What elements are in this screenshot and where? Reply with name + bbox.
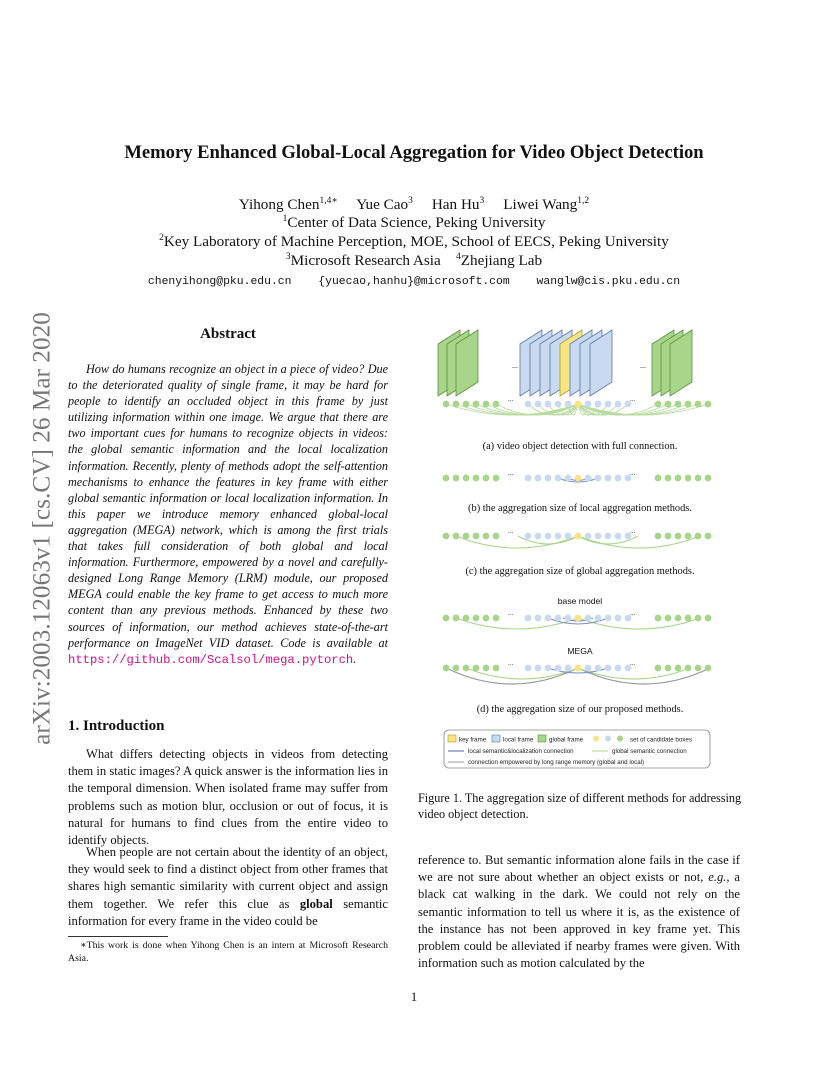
candidate-dot bbox=[685, 401, 692, 408]
candidate-dot bbox=[695, 615, 702, 622]
candidate-dot bbox=[443, 615, 450, 622]
candidate-dot bbox=[675, 665, 682, 672]
candidate-dot bbox=[453, 533, 460, 540]
candidate-dot bbox=[705, 401, 712, 408]
ellipsis: ... bbox=[508, 469, 514, 477]
candidate-dot bbox=[545, 615, 552, 622]
candidate-dot bbox=[493, 475, 500, 482]
candidate-dot bbox=[453, 401, 460, 408]
legend-dot bbox=[617, 736, 623, 742]
candidate-dot bbox=[535, 401, 542, 408]
mega-label: MEGA bbox=[567, 646, 593, 656]
candidate-dot bbox=[655, 665, 662, 672]
candidate-dot bbox=[473, 615, 480, 622]
code-link[interactable]: https://github.com/Scalsol/mega.pytorch bbox=[68, 652, 354, 667]
candidate-dot bbox=[675, 475, 682, 482]
candidate-dot bbox=[665, 475, 672, 482]
author-list: Yihong Chen$^{1,4∗}$ Yue Cao$^3$ Han Hu$^3$ Liwei Wang$^{1,2}$ bbox=[238, 196, 590, 213]
abstract-text: How do humans recognize an object in a piece of video? Due to the deteriorated quality of single frame, it may be hard for people to identify an occluded object in this frame by just utilizing information within one image. We argue that there are two important cues for humans to recognize objects in videos: the global semantic information and the local localization information. Recently, plenty of methods adopt the self-attention mechanisms to enhance the features in key frame with either global semantic information or local localization information. In this paper we introduce memory enhanced global-local aggregation (MEGA) network, which is among the first trials that takes full consideration of both global and local information. Furthermore, empowered by a novel and carefully-designed Long Range Memory (LRM) module, our proposed MEGA could enable the key frame to get access to much more content than any previous methods. Enhanced by these two sources of information, our method achieves state-of-the-art performance on ImageNet VID dataset. Code is available at https://github.com/Scalsol/mega.pytorch. bbox=[68, 362, 388, 667]
candidate-dot bbox=[655, 475, 662, 482]
candidate-dot bbox=[483, 475, 490, 482]
candidate-dot bbox=[665, 665, 672, 672]
candidate-dot bbox=[535, 615, 542, 622]
candidate-dot bbox=[655, 401, 662, 408]
candidate-dot bbox=[443, 475, 450, 482]
footnote: ∗This work is done when Yihong Chen is an intern at Microsoft Research Asia. bbox=[68, 940, 388, 964]
candidate-dot bbox=[453, 475, 460, 482]
paper-title: Memory Enhanced Global-Local Aggregation for Video Object Detection bbox=[124, 142, 704, 163]
candidate-dot bbox=[493, 615, 500, 622]
affiliation: $^3$Microsoft Research Asia $^4$Zhejiang Lab bbox=[285, 252, 543, 269]
candidate-dot bbox=[545, 475, 552, 482]
candidate-dot bbox=[525, 665, 532, 672]
candidate-dot bbox=[443, 665, 450, 672]
candidate-dot bbox=[665, 615, 672, 622]
candidate-dot bbox=[665, 401, 672, 408]
affiliation: $^1$Center of Data Science, Peking University bbox=[282, 214, 546, 231]
legend-dot bbox=[593, 736, 599, 742]
candidate-dot bbox=[483, 401, 490, 408]
subcaption-b: (b) the aggregation size of local aggregation methods. bbox=[468, 503, 692, 514]
candidate-dot bbox=[605, 533, 612, 540]
candidate-dot bbox=[493, 533, 500, 540]
candidate-dot bbox=[705, 533, 712, 540]
candidate-dot bbox=[685, 475, 692, 482]
subcaption-d: (d) the aggregation size of our proposed methods. bbox=[476, 704, 684, 715]
candidate-dot bbox=[685, 615, 692, 622]
legend-label: key frame bbox=[459, 736, 487, 744]
author-name: Yihong Chen bbox=[238, 196, 320, 213]
candidate-dot bbox=[473, 665, 480, 672]
affiliation: $^2$Key Laboratory of Machine Perception, MOE, School of EECS, Peking University bbox=[159, 233, 669, 250]
candidate-dot bbox=[695, 665, 702, 672]
candidate-dot bbox=[675, 615, 682, 622]
candidate-dot bbox=[453, 615, 460, 622]
candidate-dot bbox=[685, 533, 692, 540]
candidate-dot bbox=[615, 401, 622, 408]
candidate-dot bbox=[565, 401, 572, 408]
ellipsis: ... bbox=[640, 361, 646, 370]
candidate-dot bbox=[493, 401, 500, 408]
base-model-label: base model bbox=[557, 596, 603, 606]
candidate-dot bbox=[575, 615, 582, 622]
candidate-dot bbox=[575, 665, 582, 672]
candidate-dot bbox=[595, 401, 602, 408]
candidate-dot bbox=[473, 475, 480, 482]
abstract-heading: Abstract bbox=[200, 326, 256, 342]
subcaption-c: (c) the aggregation size of global aggregation methods. bbox=[465, 566, 695, 577]
candidate-dot bbox=[695, 533, 702, 540]
candidate-dot bbox=[483, 615, 490, 622]
candidate-dot bbox=[575, 533, 582, 540]
candidate-dot bbox=[615, 475, 622, 482]
legend-label: local frame bbox=[503, 736, 534, 744]
candidate-dot bbox=[695, 401, 702, 408]
candidate-dot bbox=[595, 615, 602, 622]
candidate-dot bbox=[665, 533, 672, 540]
ellipsis: ... bbox=[508, 395, 514, 403]
ellipsis: ... bbox=[630, 609, 636, 617]
candidate-dot bbox=[443, 533, 450, 540]
candidate-dot bbox=[585, 533, 592, 540]
candidate-dot bbox=[535, 533, 542, 540]
candidate-dot bbox=[483, 533, 490, 540]
candidate-dot bbox=[545, 401, 552, 408]
author-name: Yue Cao bbox=[356, 196, 409, 213]
candidate-dot bbox=[525, 615, 532, 622]
candidate-dot bbox=[473, 401, 480, 408]
candidate-dot bbox=[605, 475, 612, 482]
paragraph: When people are not certain about the identity of an object, they would seek to find a distinct object from other frames that shares high semantic similarity with current object and assign them together. We refer this clue as global semantic information for every frame in the video could be bbox=[68, 845, 388, 928]
legend-dot bbox=[605, 736, 611, 742]
candidate-dot bbox=[473, 533, 480, 540]
ellipsis: ... bbox=[508, 609, 514, 617]
candidate-dot bbox=[615, 533, 622, 540]
candidate-dot bbox=[555, 475, 562, 482]
candidate-dot bbox=[545, 665, 552, 672]
candidate-dot bbox=[705, 615, 712, 622]
candidate-dot bbox=[615, 615, 622, 622]
footnote-rule bbox=[68, 936, 168, 937]
ellipsis: ... bbox=[630, 527, 636, 535]
candidate-dot bbox=[483, 665, 490, 672]
ellipsis: ... bbox=[508, 659, 514, 667]
legend-label: set of candidate boxes bbox=[630, 736, 692, 744]
candidate-dot bbox=[535, 665, 542, 672]
legend-label: connection empowered by long range memory (global and local) bbox=[468, 759, 645, 766]
candidate-dot bbox=[525, 401, 532, 408]
email: wanglw@cis.pku.edu.cn bbox=[536, 276, 681, 288]
candidate-dot bbox=[655, 533, 662, 540]
section-heading: 1. Introduction bbox=[68, 718, 165, 734]
candidate-dot bbox=[525, 475, 532, 482]
candidate-dot bbox=[605, 615, 612, 622]
candidate-dot bbox=[595, 533, 602, 540]
candidate-dot bbox=[545, 533, 552, 540]
paragraph: reference to. But semantic information alone fails in the case if we are not sure about whether an object exists or not, e.g., a black cat walking in the dark. We could not rely on the semantic information to tell us where it is, as the existence of the instance has not been approved in key frame yet. This problem could be alleviated if nearby frames were given. With information such as motion calculated by the bbox=[418, 853, 740, 971]
paragraph: What differs detecting objects in videos from detecting them in static images? A quick answer is the information lies in the temporal dimension. When isolated frame may suffer from problems such as motion blur, occlusion or out of focus, it is natural for humans to find clues from the entire video to identify objects. bbox=[68, 747, 388, 848]
candidate-dot bbox=[525, 533, 532, 540]
candidate-dot bbox=[585, 665, 592, 672]
candidate-dot bbox=[463, 401, 470, 408]
candidate-dot bbox=[585, 401, 592, 408]
candidate-dot bbox=[655, 615, 662, 622]
candidate-dot bbox=[565, 615, 572, 622]
candidate-dot bbox=[565, 665, 572, 672]
candidate-dot bbox=[463, 615, 470, 622]
author-name: Han Hu bbox=[431, 196, 480, 213]
candidate-dot bbox=[575, 401, 582, 408]
candidate-dot bbox=[555, 533, 562, 540]
candidate-dot bbox=[585, 475, 592, 482]
candidate-dot bbox=[675, 401, 682, 408]
ellipsis: ... bbox=[512, 361, 518, 370]
legend-swatch bbox=[448, 735, 456, 742]
candidate-dot bbox=[535, 475, 542, 482]
candidate-dot bbox=[555, 615, 562, 622]
author-name: Liwei Wang bbox=[503, 196, 578, 213]
figure-caption: Figure 1. The aggregation size of different methods for addressing video object detection. bbox=[418, 791, 742, 821]
candidate-dot bbox=[675, 533, 682, 540]
ellipsis: ... bbox=[630, 469, 636, 477]
candidate-dot bbox=[443, 401, 450, 408]
candidate-dot bbox=[595, 665, 602, 672]
legend-swatch bbox=[492, 735, 500, 742]
candidate-dot bbox=[565, 533, 572, 540]
candidate-dot bbox=[463, 475, 470, 482]
candidate-dot bbox=[575, 475, 582, 482]
author-emails bbox=[0, 276, 828, 288]
aggregation-rows bbox=[443, 395, 712, 684]
candidate-dot bbox=[605, 401, 612, 408]
candidate-dot bbox=[595, 475, 602, 482]
email: {yuecao,hanhu}@microsoft.com bbox=[318, 276, 510, 288]
connection-arc bbox=[578, 668, 690, 679]
candidate-dot bbox=[453, 665, 460, 672]
email: chenyihong@pku.edu.cn bbox=[147, 276, 292, 288]
candidate-dot bbox=[463, 665, 470, 672]
candidate-dot bbox=[615, 665, 622, 672]
legend-label: global frame bbox=[549, 736, 584, 744]
candidate-dot bbox=[695, 475, 702, 482]
candidate-dot bbox=[605, 665, 612, 672]
legend-label: local semantic&localization connection bbox=[468, 748, 574, 755]
ellipsis: ... bbox=[508, 527, 514, 535]
candidate-dot bbox=[493, 665, 500, 672]
frame-stack bbox=[438, 330, 692, 396]
ellipsis: ... bbox=[630, 395, 636, 403]
ellipsis: ... bbox=[630, 659, 636, 667]
candidate-dot bbox=[555, 401, 562, 408]
candidate-dot bbox=[463, 533, 470, 540]
legend-swatch bbox=[538, 735, 546, 742]
candidate-dot bbox=[685, 665, 692, 672]
candidate-dot bbox=[555, 665, 562, 672]
candidate-dot bbox=[705, 665, 712, 672]
candidate-dot bbox=[585, 615, 592, 622]
subcaption-a: (a) video object detection with full connection. bbox=[482, 441, 678, 452]
candidate-dot bbox=[705, 475, 712, 482]
candidate-dot bbox=[565, 475, 572, 482]
legend-label: global semantic connection bbox=[612, 748, 687, 755]
page-number: 1 bbox=[410, 990, 418, 1004]
connection-arc bbox=[466, 668, 578, 679]
figure-legend bbox=[444, 730, 710, 768]
